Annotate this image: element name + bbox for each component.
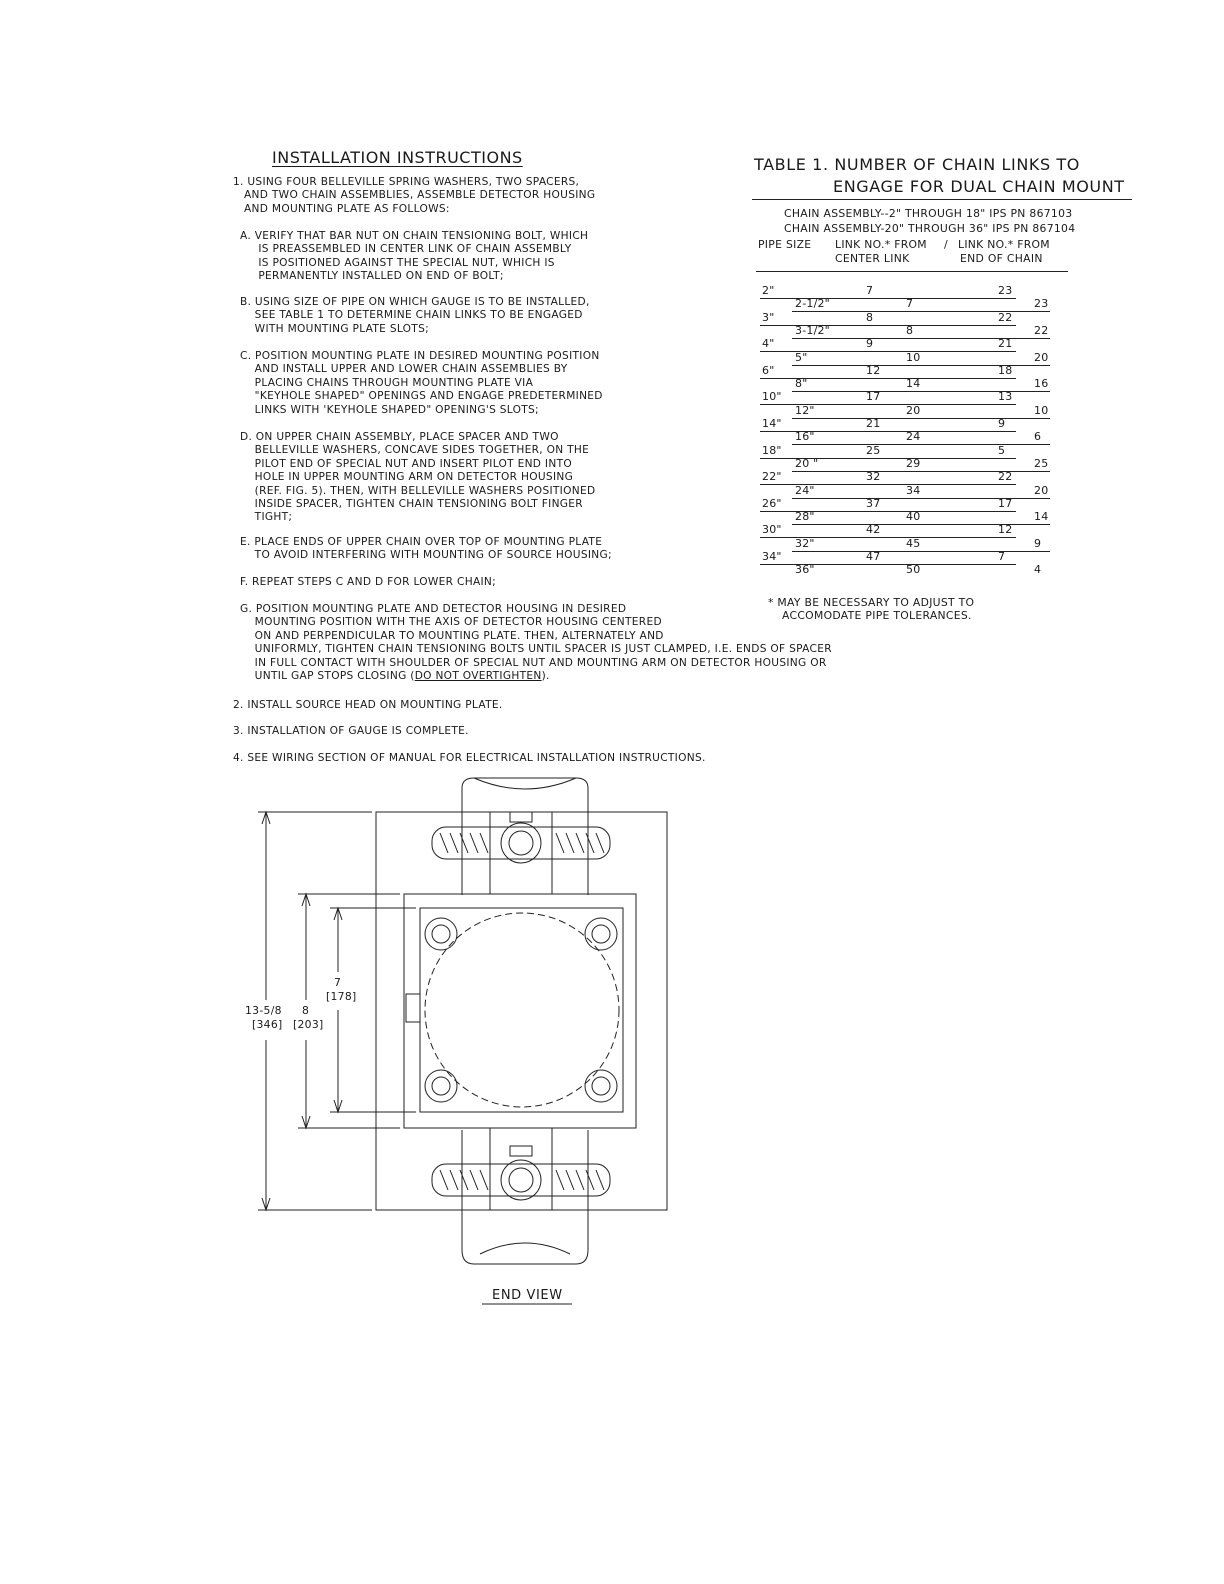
end-link-cell: 25	[1034, 456, 1049, 470]
pipe-size-cell: 5"	[795, 350, 808, 364]
chain-assembly-2: CHAIN ASSEMBLY-20" THROUGH 36" IPS PN 867104	[784, 222, 1076, 235]
pipe-bottom-end	[462, 1250, 588, 1264]
end-link-cell: 16	[1034, 377, 1049, 391]
step-g-warning: DO NOT OVERTIGHTEN	[414, 670, 542, 683]
pipe-size-cell: 3"	[762, 310, 775, 324]
center-link-cell: 40	[906, 510, 921, 524]
dimension-inner	[330, 908, 416, 1112]
center-link-cell: 9	[866, 337, 874, 351]
step-c: C. POSITION MOUNTING PLATE IN DESIRED MOUNTING POSITION AND INSTALL UPPER AND LOWER CHAIN ASSEMBLIES BY PLACING CHAINS THROUGH MOUNTING PLATE VIA "KEYHOLE SHAPED" OPENINGS AND ENGAGE PREDETERMINED LINKS WITH 'KEYHOLE SHAPED" OPENING'S SLOTS;	[240, 350, 603, 416]
pipe	[462, 778, 588, 812]
center-link-cell: 29	[906, 456, 921, 470]
dim-overall-label: 13-5/8	[245, 1004, 282, 1017]
center-link-cell: 21	[866, 417, 881, 430]
pipe-bottom-ellipse	[480, 1243, 570, 1254]
chain-assembly-1: CHAIN ASSEMBLY--2" THROUGH 18" IPS PN 867103	[784, 207, 1073, 220]
step-3: 3. INSTALLATION OF GAUGE IS COMPLETE.	[233, 725, 469, 737]
center-link-cell: 24	[906, 430, 921, 444]
step-4: 4. SEE WIRING SECTION OF MANUAL FOR ELECTRICAL INSTALLATION INSTRUCTIONS.	[233, 752, 706, 764]
column-end-link: LINK NO.* FROM	[958, 238, 1050, 251]
pipe-size-cell: 3-1/2"	[795, 323, 830, 337]
center-link-cell: 37	[866, 496, 881, 510]
end-link-cell: 7	[998, 550, 1006, 563]
step-e: E. PLACE ENDS OF UPPER CHAIN OVER TOP OF MOUNTING PLATE TO AVOID INTERFERING WITH MOUNTING OF SOURCE HOUSING;	[240, 536, 612, 562]
step-g-text: G. POSITION MOUNTING PLATE AND DETECTOR HOUSING IN DESIRED MOUNTING POSITION WITH THE AXIS OF DETECTOR HOUSING CENTERED ON AND PERPENDICULAR TO MOUNTING PLATE. THEN, ALTERNATELY AND UNIFORMLY, TIGHTEN CHAIN TENSIONING BOLTS UNTIL SPACER IS JUST CLAMPED, I.E. ENDS OF SPACER IN FULL CONTACT WITH SHOULDER OF SPECIAL NUT AND MOUNTING ARM ON DETECTOR HOUSING OR UNTIL GAP STOPS CLOSING (	[240, 603, 832, 683]
center-link-cell: 10	[906, 350, 921, 364]
end-link-cell: 20	[1034, 483, 1049, 497]
step-f: F. REPEAT STEPS C AND D FOR LOWER CHAIN;	[240, 576, 497, 588]
pipe-size-cell: 8"	[795, 377, 808, 391]
instructions-heading: INSTALLATION INSTRUCTIONS	[272, 148, 523, 167]
center-link-cell: 25	[866, 443, 881, 457]
source-window	[425, 913, 619, 1107]
center-link-cell: 45	[906, 536, 921, 550]
column-slash: /	[944, 238, 948, 251]
center-link-cell: 8	[866, 310, 874, 324]
end-link-cell: 17	[998, 496, 1013, 510]
pipe-size-cell: 2"	[762, 284, 775, 297]
column-center-link-2: CENTER LINK	[835, 252, 910, 265]
center-link-cell: 7	[866, 284, 874, 297]
lower-mounting-arm	[490, 1128, 552, 1210]
step-g-end: ).	[541, 670, 550, 683]
center-link-cell: 8	[906, 323, 914, 337]
table-footnote-line1: * MAY BE NECESSARY TO ADJUST TO	[768, 596, 975, 609]
end-link-cell: 9	[1034, 536, 1042, 550]
end-link-cell: 12	[998, 523, 1013, 537]
upper-chain-assembly	[432, 812, 610, 863]
pipe-size-cell: 16"	[795, 430, 815, 444]
column-end-link-2: END OF CHAIN	[960, 252, 1043, 265]
step-d: D. ON UPPER CHAIN ASSEMBLY, PLACE SPACER AND TWO BELLEVILLE WASHERS, CONCAVE SIDES TOGETHER, ON THE PILOT END OF SPECIAL NUT AND INSERT PILOT END INTO HOLE IN UPPER MOUNTING ARM ON DETECTOR HOUSING (REF. FIG. 5). THEN, WITH BELLEVILLE WASHERS POSITIONED INSIDE SPACER, TIGHTEN CHAIN TENSIONING BOLT FINGER TIGHT;	[240, 431, 596, 524]
column-pipe-size: PIPE SIZE	[758, 238, 812, 251]
center-link-cell: 32	[866, 470, 881, 484]
pipe-size-cell: 28"	[795, 510, 815, 524]
center-link-cell: 12	[866, 363, 881, 377]
drawing-caption: END VIEW	[492, 1288, 563, 1303]
end-link-cell: 23	[1034, 297, 1049, 311]
pipe-size-cell: 34"	[762, 550, 782, 563]
upper-mounting-arm	[490, 812, 552, 894]
center-link-cell: 42	[866, 523, 881, 537]
end-link-cell: 9	[998, 417, 1006, 430]
step-b: B. USING SIZE OF PIPE ON WHICH GAUGE IS TO BE INSTALLED, SEE TABLE 1 TO DETERMINE CHAIN LINKS TO BE ENGAGED WITH MOUNTING PLATE SLOTS;	[240, 296, 590, 335]
pipe-size-cell: 10"	[762, 390, 782, 404]
center-link-cell: 34	[906, 483, 921, 497]
dim-inner-mm: [178]	[326, 990, 357, 1003]
end-link-cell: 4	[1034, 563, 1042, 577]
housing-face	[420, 908, 623, 1112]
pipe-size-cell: 22"	[762, 470, 782, 484]
end-link-cell: 22	[998, 470, 1013, 484]
table-footnote-line2: ACCOMODATE PIPE TOLERANCES.	[782, 609, 972, 622]
center-link-cell: 7	[906, 297, 914, 311]
pipe-size-cell: 20 "	[795, 456, 819, 470]
dim-housing-mm: [203]	[293, 1018, 324, 1031]
pipe-size-cell: 14"	[762, 417, 782, 430]
end-link-cell: 5	[998, 443, 1006, 457]
pipe-size-cell: 36"	[795, 563, 815, 577]
pipe-size-cell: 4"	[762, 337, 775, 351]
step-a: A. VERIFY THAT BAR NUT ON CHAIN TENSIONING BOLT, WHICH IS PREASSEMBLED IN CENTER LINK OF CHAIN ASSEMBLY IS POSITIONED AGAINST THE SPECIAL NUT, WHICH IS PERMANENTLY INSTALLED ON END OF BOLT;	[240, 230, 589, 283]
pipe-size-cell: 18"	[762, 443, 782, 457]
center-link-cell: 50	[906, 563, 921, 577]
housing-tab	[406, 994, 420, 1022]
detector-housing	[404, 894, 636, 1128]
center-link-cell: 47	[866, 550, 881, 563]
end-link-cell: 20	[1034, 350, 1049, 364]
center-link-cell: 14	[906, 377, 921, 391]
end-link-cell: 6	[1034, 430, 1042, 444]
dim-inner-label: 7	[334, 976, 342, 989]
center-link-cell: 17	[866, 390, 881, 404]
end-link-cell: 21	[998, 337, 1013, 351]
lower-chain-assembly	[432, 1146, 610, 1200]
end-link-cell: 14	[1034, 510, 1049, 524]
pipe-size-cell: 2-1/2"	[795, 297, 830, 311]
table-title-line2: ENGAGE FOR DUAL CHAIN MOUNT	[833, 177, 1125, 196]
end-link-cell: 18	[998, 363, 1013, 377]
column-center-link: LINK NO.* FROM	[835, 238, 927, 251]
dim-overall-mm: [346]	[252, 1018, 283, 1031]
table-title-line1: TABLE 1. NUMBER OF CHAIN LINKS TO	[754, 155, 1080, 174]
end-link-cell: 23	[998, 284, 1013, 297]
corner-bolts	[425, 918, 617, 1102]
dimension-housing	[298, 894, 400, 1128]
pipe-size-cell: 12"	[795, 403, 815, 417]
pipe-size-cell: 32"	[795, 536, 815, 550]
pipe-size-cell: 30"	[762, 523, 782, 537]
dim-housing-label: 8	[302, 1004, 310, 1017]
step-2: 2. INSTALL SOURCE HEAD ON MOUNTING PLATE.	[233, 699, 503, 711]
end-link-cell: 22	[998, 310, 1013, 324]
pipe-size-cell: 24"	[795, 483, 815, 497]
end-link-cell: 13	[998, 390, 1013, 404]
pipe-size-cell: 6"	[762, 363, 775, 377]
pipe-top-end	[474, 778, 576, 789]
pipe-size-cell: 26"	[762, 496, 782, 510]
end-link-cell: 10	[1034, 403, 1049, 417]
center-link-cell: 20	[906, 403, 921, 417]
step-1: 1. USING FOUR BELLEVILLE SPRING WASHERS, TWO SPACERS, AND TWO CHAIN ASSEMBLIES, ASSEMBLE DETECTOR HOUSING AND MOUNTING PLATE AS FOLLOWS:	[233, 176, 596, 215]
end-link-cell: 22	[1034, 323, 1049, 337]
